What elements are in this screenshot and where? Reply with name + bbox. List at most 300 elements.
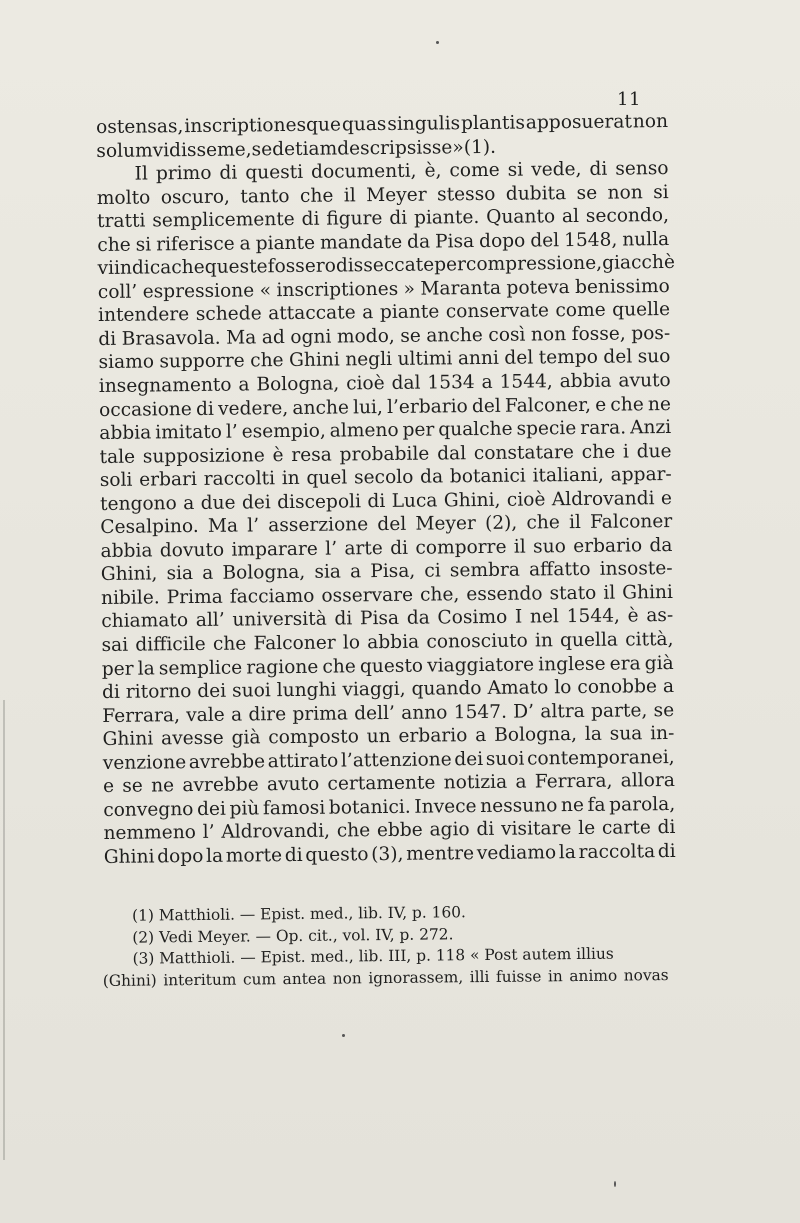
binding-edge (3, 700, 5, 1160)
word: primo (155, 162, 212, 185)
word: anno (401, 702, 448, 724)
word: non (632, 111, 669, 133)
word: tale (99, 446, 136, 468)
word: figure (326, 208, 383, 230)
word: Ghini, (443, 489, 501, 512)
word: in (281, 468, 300, 490)
word: specie (516, 418, 577, 440)
word: si (653, 181, 669, 203)
word: di (389, 207, 408, 230)
word: conservate (445, 300, 550, 323)
word: nessuno (480, 795, 558, 817)
word: del (530, 229, 560, 252)
word: vedere, (217, 397, 289, 420)
word: Anzi (629, 417, 672, 439)
word: novas (623, 965, 669, 985)
word: conobbe (577, 676, 658, 699)
word: etiam (283, 138, 338, 160)
word: il (343, 184, 356, 207)
word: certamente (327, 772, 436, 795)
word: senso (615, 158, 669, 180)
footnotes (102, 900, 669, 992)
word: D’ (513, 701, 535, 723)
word: la (584, 723, 603, 746)
word: Cosimo (437, 607, 508, 629)
word: il (603, 582, 616, 604)
word: benissimo (574, 275, 670, 298)
word: piante (379, 301, 440, 324)
word: morte (225, 845, 283, 867)
word: prima (292, 703, 349, 725)
word: visitare (500, 818, 572, 841)
word: dopo (479, 230, 526, 252)
word: a (362, 302, 374, 324)
word: che (336, 820, 371, 842)
word: dal (437, 442, 467, 465)
word: a (475, 725, 487, 747)
word: apposuerat (525, 111, 633, 134)
word: di (219, 162, 238, 184)
word: da (649, 534, 673, 557)
word: Ghini, (100, 563, 158, 586)
word: Falconer (253, 632, 336, 655)
word: supposizione (142, 444, 265, 468)
word: ad (261, 326, 285, 349)
word: di (284, 844, 303, 867)
word: del (603, 346, 633, 369)
word: mandate (319, 231, 403, 254)
word: che (322, 655, 356, 678)
word: per (434, 254, 467, 276)
word: suo (533, 535, 566, 558)
word: in (534, 630, 553, 652)
word: parte, (590, 699, 648, 722)
word: a (481, 371, 493, 393)
word: viaggiatore (427, 654, 535, 677)
word: abbia (367, 631, 420, 654)
footnote-1: (1) Matthioli. — Epist. med., lib. IV, p. 160. (132, 903, 466, 925)
word: di (301, 208, 320, 231)
word: singulis (387, 113, 461, 135)
word: Ma (207, 515, 239, 538)
word: i (622, 441, 629, 463)
word: e (595, 394, 607, 416)
word: fuisse (495, 966, 542, 986)
word: di (334, 608, 353, 631)
word: a (515, 771, 527, 793)
word: Aldrovandi, (221, 820, 331, 844)
word: piante. (413, 207, 480, 229)
word: vediamo (476, 842, 557, 865)
page-number: 11 (617, 89, 641, 110)
word: così (488, 324, 526, 346)
word: nemmeno (103, 822, 197, 845)
word: erbario (398, 725, 468, 748)
word: raccolti (203, 468, 276, 491)
word: se (576, 182, 598, 204)
word: due (200, 492, 236, 514)
word: lunghi (276, 679, 337, 702)
word: avrebbe (182, 774, 259, 797)
word: città, (625, 629, 674, 651)
word: Prima (166, 586, 223, 609)
word: questi (245, 161, 304, 184)
word: di (101, 681, 121, 704)
word: il (568, 512, 582, 534)
word: Ma (226, 327, 257, 349)
word: ignorassem, (368, 967, 464, 987)
word: anni (457, 348, 500, 370)
word: sua (609, 723, 643, 745)
word: l’ (202, 822, 215, 844)
word: appar- (610, 464, 672, 486)
word: quella (559, 629, 619, 652)
word: attirato (267, 750, 339, 773)
word: raccolta (578, 841, 656, 863)
word: essendo (466, 583, 543, 606)
footnote-2: (2) Vedi Meyer. — Op. cit., vol. IV, p. 272. (132, 924, 454, 947)
word: ne (647, 393, 672, 415)
word: ragione (246, 656, 319, 679)
word: che (526, 512, 560, 534)
word: suo (637, 346, 671, 368)
word: Quanto (486, 206, 556, 229)
word: Cesalpino. (100, 516, 199, 539)
word: negli (345, 349, 393, 371)
word: secondo, (585, 205, 670, 228)
word: pos- (631, 322, 671, 345)
word: modo, (336, 325, 395, 348)
word: discepoli (277, 490, 362, 513)
word: 1544, (566, 606, 620, 628)
word: Falconer, (504, 394, 592, 417)
word: sai (101, 634, 129, 657)
word: che (299, 185, 334, 207)
word: questo (359, 655, 424, 677)
word: già (231, 727, 261, 749)
word: plantis (460, 112, 526, 135)
word: affatto (528, 559, 591, 581)
word: 1547. (453, 701, 508, 723)
word: insegnamento (98, 374, 232, 398)
word: botanici. (328, 796, 411, 819)
word: anche (426, 324, 483, 347)
word: (2), (484, 512, 518, 535)
word: 1548, (563, 229, 618, 251)
word: a (349, 561, 362, 583)
word: cioè (506, 489, 546, 511)
word: almeno (329, 419, 399, 442)
word: solum (96, 139, 153, 162)
word: schede (195, 303, 262, 326)
paper-speck (342, 1034, 345, 1037)
word: suoi (232, 680, 271, 702)
word: non (607, 181, 643, 204)
word: dire (248, 703, 287, 726)
body-text (96, 110, 676, 869)
word: piante (255, 232, 316, 255)
word: as- (646, 605, 674, 627)
word: la (137, 657, 155, 680)
word: erbario (573, 535, 643, 557)
word: Meyer (366, 184, 427, 206)
word: lui, (352, 396, 383, 418)
word: quel (306, 467, 348, 490)
word: che (581, 441, 616, 463)
word: da (406, 608, 430, 630)
word: quando (411, 678, 482, 700)
word: inscriptiones (276, 278, 399, 301)
word: di (657, 817, 676, 839)
word: che (212, 633, 247, 655)
word: la (205, 845, 224, 867)
word: a (183, 492, 195, 514)
word: nibile. (100, 587, 160, 609)
word: avuto (266, 774, 320, 796)
word: mentre (406, 843, 475, 865)
word: che (97, 234, 131, 256)
word: Luca (391, 490, 438, 512)
word: 1544, (499, 371, 553, 393)
word: parola, (609, 793, 676, 816)
word: 1534 (427, 372, 475, 394)
word: Ghini (288, 349, 340, 372)
word: espressione (142, 280, 255, 303)
word: lo (554, 677, 572, 699)
word: ne (151, 775, 175, 797)
word: me, (216, 138, 252, 161)
word: due (636, 440, 672, 463)
word: è (272, 444, 284, 466)
word: sembra (449, 559, 521, 582)
word: di (657, 840, 676, 863)
word: composto (268, 726, 359, 749)
word: disseccate (335, 254, 435, 277)
word: soli (99, 469, 133, 492)
word: » (452, 136, 464, 158)
word: fa (587, 794, 606, 816)
word: nel (529, 606, 560, 628)
word: non (530, 324, 567, 346)
word: esempio, (241, 420, 326, 443)
word: illi (469, 967, 490, 986)
word: » (403, 278, 416, 300)
word: conosciuto (426, 630, 528, 653)
word: del (377, 514, 407, 536)
word: di (476, 819, 495, 841)
word: al (561, 206, 580, 228)
word: nulla (622, 228, 670, 251)
word: viaggi, (342, 678, 406, 701)
word: documenti, (311, 160, 417, 183)
word: a (238, 374, 250, 396)
word: da (420, 466, 444, 488)
word: agio (429, 819, 470, 841)
word: questo (305, 844, 369, 866)
word: è (627, 605, 639, 627)
word: descripsisse (337, 136, 453, 160)
word: abbia (100, 540, 153, 562)
word: Bologna, (256, 373, 340, 396)
word: di (98, 328, 117, 350)
word: Pisa (434, 230, 475, 253)
word: famosi (262, 797, 326, 820)
word: abbia (99, 422, 152, 445)
word: attaccate (268, 302, 356, 325)
word: stato (549, 582, 597, 605)
word: di (589, 158, 608, 180)
word: cum (242, 969, 277, 989)
word: Brasavola. (121, 327, 221, 350)
word: occasione (98, 398, 192, 421)
word: osservare (321, 584, 414, 607)
word: in (547, 966, 563, 985)
word: arte (344, 537, 383, 560)
word: Aldrovandi (551, 487, 655, 510)
word: imitato (155, 421, 223, 444)
word: notizia (443, 772, 508, 794)
word: dubita (505, 182, 567, 205)
word: Ferrara, (102, 704, 181, 727)
word: insoste- (599, 558, 673, 581)
word: resa (291, 444, 332, 466)
word: l’ (225, 421, 238, 443)
word: ostensas, (96, 116, 184, 138)
word: Bologna, (494, 724, 578, 747)
word: Maranta (420, 277, 502, 300)
word: a (239, 233, 251, 255)
word: abbia (559, 370, 612, 393)
word: italiani, (532, 464, 604, 487)
word: avuto (618, 370, 671, 392)
word: Falconer (589, 511, 673, 534)
word: poteva (506, 276, 570, 299)
word: di (367, 490, 386, 512)
word: Ghini (102, 728, 154, 751)
word: dal (391, 372, 421, 394)
word: la (558, 841, 576, 864)
word: avesse (160, 727, 224, 750)
word: Ghini (103, 846, 155, 868)
word: inglese (538, 653, 606, 675)
word: tengono (99, 492, 177, 515)
word: compressione, (465, 252, 603, 276)
word: suoi (485, 748, 525, 770)
word: siamo (98, 351, 155, 374)
word: qualche (438, 418, 513, 441)
word: (Ghini) (102, 970, 157, 990)
word: l’ (325, 538, 338, 560)
word: università (232, 609, 327, 632)
word: a (230, 704, 243, 726)
word: da (407, 231, 431, 253)
word: tempo (538, 347, 599, 369)
word: per (402, 419, 435, 441)
word: constatare (473, 441, 575, 464)
word: semplice (158, 657, 243, 679)
word: (3), (371, 843, 404, 866)
word: che (171, 257, 205, 279)
word: « (259, 280, 272, 302)
word: del (471, 395, 501, 417)
word: asserzione (268, 514, 369, 537)
word: lo (342, 632, 361, 654)
word: se (122, 775, 143, 798)
word: semplicemente (152, 209, 295, 232)
word: di (195, 398, 214, 420)
word: Ghini (622, 581, 674, 604)
word: e (102, 776, 115, 798)
word: animo (569, 966, 618, 985)
word: facciamo (229, 585, 315, 608)
word: un (366, 726, 391, 748)
word: tanto (240, 185, 290, 208)
paper-speck (614, 1181, 616, 1187)
word: l’erbario (386, 395, 468, 418)
word: sia (166, 563, 194, 585)
word: botanici (449, 465, 526, 488)
word: del (504, 347, 534, 370)
word: riferisce (156, 233, 235, 256)
word: che (610, 393, 644, 416)
word: giacchè (602, 252, 676, 274)
word: erbari (139, 469, 198, 491)
word: inscriptionesque (184, 114, 342, 138)
word: quas (341, 113, 387, 136)
word: queste (204, 256, 268, 279)
footnote-3-continuation (103, 965, 669, 992)
word: indica (113, 257, 172, 280)
word: Pisa, (370, 561, 416, 583)
word: ne (560, 794, 585, 817)
word: Pisa (359, 608, 400, 630)
word: I (514, 607, 523, 629)
word: anche (292, 396, 350, 419)
word: quelle (612, 299, 671, 321)
word: è, (424, 160, 442, 182)
word: si (507, 159, 524, 181)
word: interitum (163, 970, 237, 989)
word: vede, (531, 159, 582, 181)
word: dei (454, 748, 484, 771)
word: (1). (463, 136, 497, 158)
word: per (101, 658, 134, 680)
word: più (229, 798, 260, 820)
word: che, (419, 584, 460, 606)
word: non (332, 968, 362, 988)
word: si (135, 234, 152, 256)
word: era (609, 652, 641, 675)
word: tratti (96, 210, 146, 233)
word: come (449, 159, 500, 182)
word: ultimi (397, 348, 453, 371)
word: comporre (415, 536, 507, 559)
word: avrebbe (188, 751, 266, 773)
word: ci (424, 560, 441, 582)
word: difficile (135, 633, 206, 656)
word: dei (241, 491, 271, 514)
word: antea (282, 969, 327, 988)
word: che (250, 350, 284, 372)
word: probabile (339, 443, 430, 466)
word: all’ (195, 610, 225, 632)
footnote-3: (3) Matthioli. — Epist. med., lib. III, p. 118 « Post autem illius (132, 944, 614, 968)
word: carte (601, 817, 651, 840)
word: se (653, 699, 675, 721)
word: se (400, 325, 421, 347)
word: vi (97, 258, 115, 280)
word: stesso (436, 183, 496, 206)
